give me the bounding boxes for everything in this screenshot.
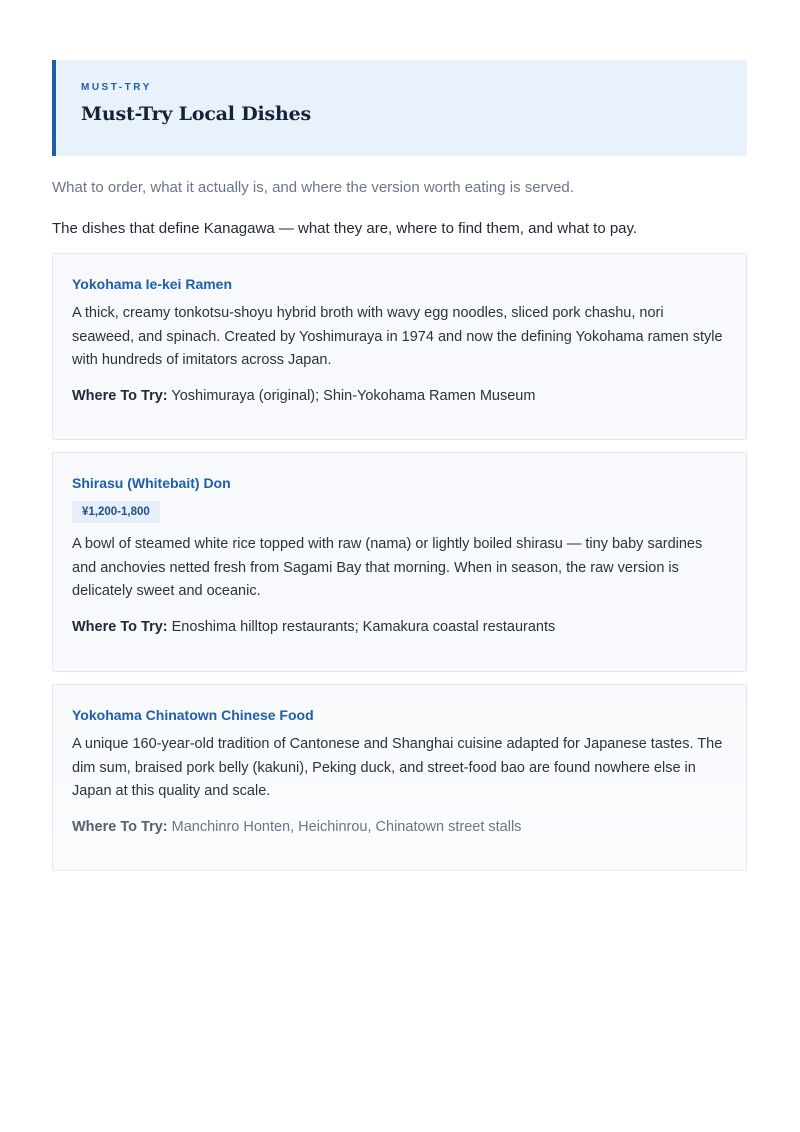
dish-card-chinatown-food xyxy=(52,684,747,871)
section-title: Must-Try Local Dishes xyxy=(81,103,312,125)
dish-where-to-try xyxy=(72,616,727,638)
dish-description: A unique 160-year-old tradition of Cantonese and Shanghai cuisine adapted for Japanese tastes. The dim sum, braised pork belly (kakuni), Peking duck, and street-food bao are found nowhere else in Japan at this quality and scale. xyxy=(72,736,723,799)
dish-where-to-try xyxy=(72,385,727,407)
where-to-try-value: Enoshima hilltop restaurants; Kamakura coastal restaurants xyxy=(171,618,556,635)
section-intro: The dishes that define Kanagawa — what they are, where to find them, and what to pay. xyxy=(52,220,638,237)
where-to-try-label: Where To Try: xyxy=(72,387,168,404)
dish-description: A thick, creamy tonkotsu-shoyu hybrid broth with wavy egg noodles, sliced pork chashu, nori seaweed, and spinach. Created by Yoshimuraya in 1974 and now the defining Yokohama ramen style with hundreds of imitators across Japan. xyxy=(72,305,723,368)
price-badge: ¥1,200-1,800 xyxy=(72,501,160,523)
dish-card-ie-kei-ramen xyxy=(52,253,747,440)
where-to-try-value: Yoshimuraya (original); Shin-Yokohama Ramen Museum xyxy=(171,387,536,404)
dish-name: Yokohama Ie-kei Ramen xyxy=(72,276,233,292)
section-header xyxy=(52,60,747,156)
section-subtitle: What to order, what it actually is, and where the version worth eating is served. xyxy=(52,179,574,196)
dish-name: Yokohama Chinatown Chinese Food xyxy=(72,707,314,723)
where-to-try-label: Where To Try: xyxy=(72,818,168,835)
where-to-try-value: Manchinro Honten, Heichinrou, Chinatown street stalls xyxy=(171,818,522,835)
dish-where-to-try xyxy=(72,816,727,838)
dish-description: A bowl of steamed white rice topped with raw (nama) or lightly boiled shirasu — tiny baby sardines and anchovies netted fresh from Sagami Bay that morning. When in season, the raw version is delicately sweet and oceanic. xyxy=(72,536,703,599)
section-eyebrow: MUST-TRY xyxy=(81,82,152,93)
dish-name: Shirasu (Whitebait) Don xyxy=(72,475,231,491)
dish-card-shirasu-don xyxy=(52,452,747,672)
where-to-try-label: Where To Try: xyxy=(72,618,168,635)
